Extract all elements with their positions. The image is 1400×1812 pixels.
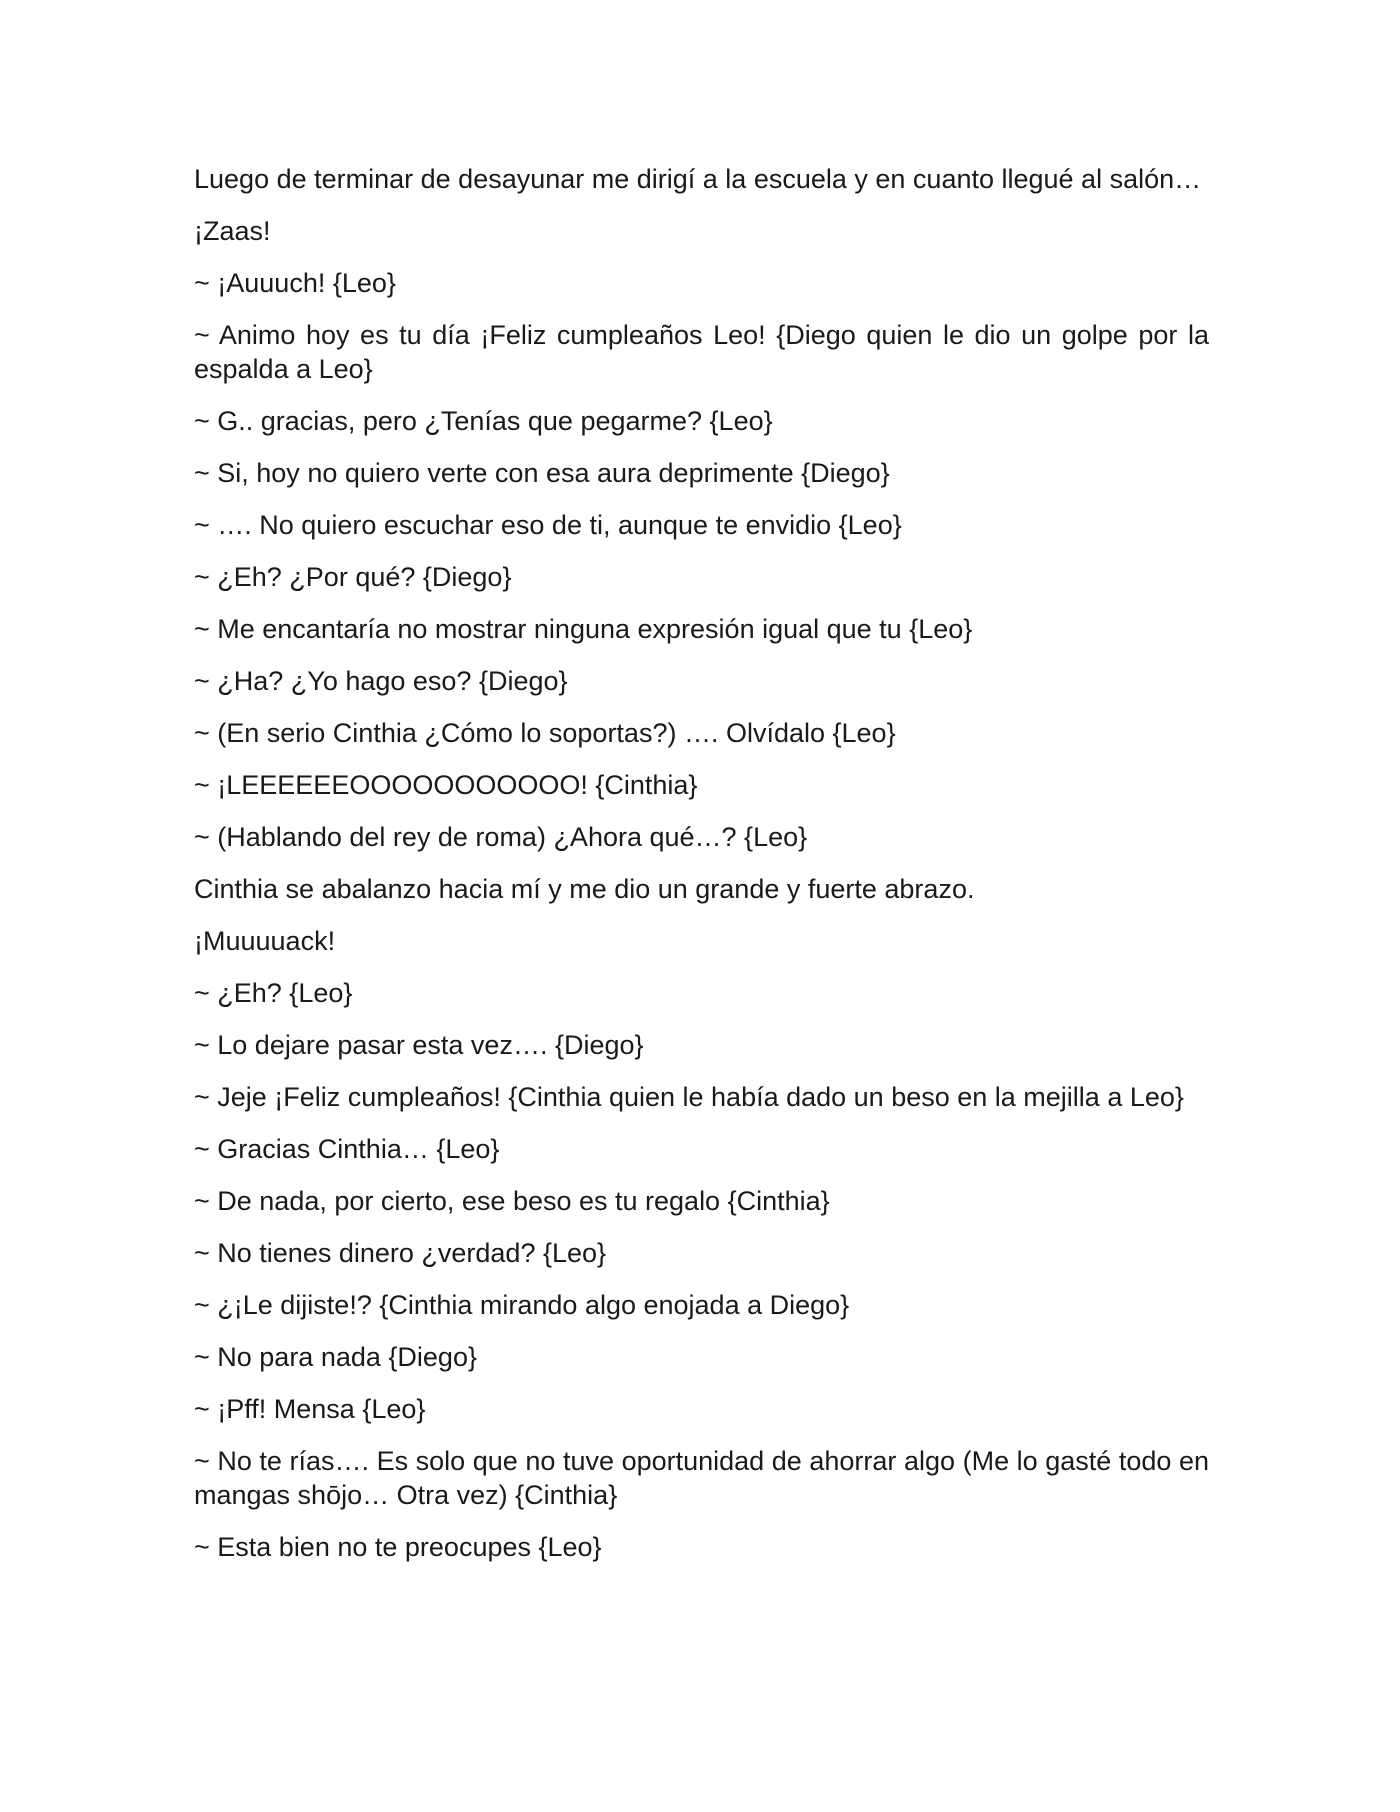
dialogue-line: ~ (Hablando del rey de roma) ¿Ahora qué…? {Leo} bbox=[194, 822, 808, 852]
dialogue-line: ~ Animo hoy es tu día ¡Feliz cumpleaños Leo! {Diego quien le dio un golpe por la espalda a Leo} bbox=[194, 320, 1209, 384]
document-body bbox=[194, 162, 1209, 1582]
dialogue-line: ~ ¿Eh? {Leo} bbox=[194, 978, 353, 1008]
dialogue-line: ~ ¡LEEEEEEOOOOOOOOOOO! {Cinthia} bbox=[194, 770, 698, 800]
dialogue-line: ~ No para nada {Diego} bbox=[194, 1342, 477, 1372]
dialogue-line: ~ G.. gracias, pero ¿Tenías que pegarme? {Leo} bbox=[194, 406, 773, 436]
dialogue-line: ~ Lo dejare pasar esta vez…. {Diego} bbox=[194, 1030, 644, 1060]
dialogue-line: ~ De nada, por cierto, ese beso es tu regalo {Cinthia} bbox=[194, 1186, 830, 1216]
narration-paragraph: Cinthia se abalanzo hacia mí y me dio un grande y fuerte abrazo. bbox=[194, 874, 975, 904]
dialogue-line: ~ Jeje ¡Feliz cumpleaños! {Cinthia quien le había dado un beso en la mejilla a Leo} bbox=[194, 1082, 1184, 1112]
dialogue-line: ~ ¡Pff! Mensa {Leo} bbox=[194, 1394, 426, 1424]
dialogue-line: ~ No tienes dinero ¿verdad? {Leo} bbox=[194, 1238, 607, 1268]
dialogue-line: ~ (En serio Cinthia ¿Cómo lo soportas?) …. Olvídalo {Leo} bbox=[194, 718, 896, 748]
dialogue-line: ~ ¿Eh? ¿Por qué? {Diego} bbox=[194, 562, 512, 592]
dialogue-line: ~ Gracias Cinthia… {Leo} bbox=[194, 1134, 500, 1164]
sound-effect-line: ¡Muuuuack! bbox=[194, 926, 336, 956]
dialogue-line: ~ No te rías…. Es solo que no tuve oportunidad de ahorrar algo (Me lo gasté todo en mangas shōjo… Otra vez) {Cinthia} bbox=[194, 1446, 1209, 1510]
dialogue-line: ~ ¡Auuuch! {Leo} bbox=[194, 268, 396, 298]
dialogue-line: ~ ¿Ha? ¿Yo hago eso? {Diego} bbox=[194, 666, 568, 696]
narration-paragraph: Luego de terminar de desayunar me dirigí a la escuela y en cuanto llegué al salón… bbox=[194, 164, 1202, 194]
dialogue-line: ~ Esta bien no te preocupes {Leo} bbox=[194, 1532, 602, 1562]
dialogue-line: ~ ¿¡Le dijiste!? {Cinthia mirando algo enojada a Diego} bbox=[194, 1290, 850, 1320]
sound-effect-line: ¡Zaas! bbox=[194, 216, 271, 246]
dialogue-line: ~ Si, hoy no quiero verte con esa aura deprimente {Diego} bbox=[194, 458, 890, 488]
dialogue-line: ~ Me encantaría no mostrar ninguna expresión igual que tu {Leo} bbox=[194, 614, 973, 644]
dialogue-line: ~ …. No quiero escuchar eso de ti, aunque te envidio {Leo} bbox=[194, 510, 902, 540]
